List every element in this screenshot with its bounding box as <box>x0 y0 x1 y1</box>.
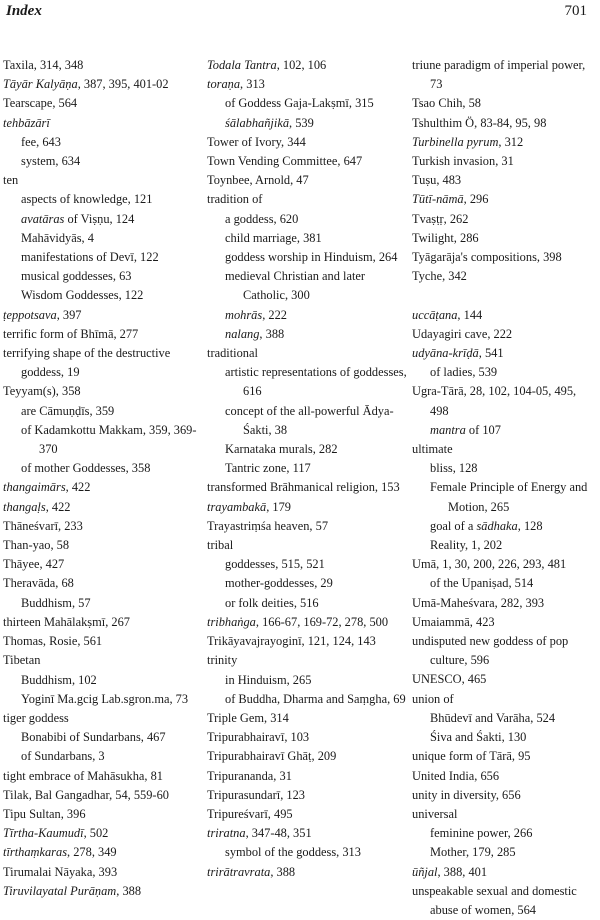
index-entry: Than-yao, 58 <box>3 538 70 553</box>
index-subentry: child marriage, 381 <box>225 230 322 245</box>
index-entry: thangaimārs, 422 <box>3 480 91 495</box>
index-entry: trinity <box>207 653 238 668</box>
index-entry: Thāyee, 427 <box>3 557 65 572</box>
index-entry: tīrthaṃkaras, 278, 349 <box>3 845 117 860</box>
index-entry: triratna, 347-48, 351 <box>207 826 312 841</box>
index-subentry: Bonabibi of Sundarbans, 467 <box>21 730 166 745</box>
index-entry: Tiruvilayatal Purāṇam, 388 <box>3 883 142 898</box>
index-subentry: Mahāvidyās, 4 <box>21 230 94 245</box>
index-entry: Town Vending Committee, 647 <box>207 154 363 169</box>
index-subentry: Reality, 1, 202 <box>430 538 503 553</box>
index-entry: Tripurabhairavī, 103 <box>207 730 310 745</box>
index-entry: Tvaṣṭṛ, 262 <box>412 211 469 226</box>
index-subentry: of Goddess Gaja-Lakṣmī, 315 <box>225 96 374 111</box>
index-subentry: aspects of knowledge, 121 <box>21 192 153 207</box>
index-entry: Tilak, Bal Gangadhar, 54, 559-60 <box>3 787 169 802</box>
index-entry: Trayastriṃśa heaven, 57 <box>207 518 329 533</box>
index-entry: tribhaṅga, 166-67, 169-72, 278, 500 <box>207 614 389 629</box>
index-entry: unique form of Tārā, 95 <box>412 749 531 764</box>
index-entry: trayambakā, 179 <box>207 499 291 514</box>
letter-section-gap <box>412 286 596 305</box>
index-subentry: Bhūdevī and Varāha, 524 <box>430 710 556 725</box>
index-subentry: śālabhañjikā, 539 <box>225 115 314 130</box>
index-entry: Tripurananda, 31 <box>207 768 292 783</box>
index-entry: Thomas, Rosie, 561 <box>3 634 103 649</box>
index-subentry: or folk deities, 516 <box>225 595 319 610</box>
index-subentry: of Buddha, Dharma and Saṃgha, 69 <box>225 691 406 706</box>
index-subentry: Śiva and Śakti, 130 <box>430 730 527 745</box>
index-entry: terrifying shape of the destructive goddess, 19 <box>3 346 171 380</box>
index-entry: universal <box>412 806 458 821</box>
index-entry: Trikāyavajrayoginī, 121, 124, 143 <box>207 634 376 649</box>
index-entry: tiger goddess <box>3 710 69 725</box>
index-entry: tehbāzārī <box>3 115 50 130</box>
index-entry: terrific form of Bhīmā, 277 <box>3 326 139 341</box>
index-entry: ṭeppotsava, 397 <box>3 307 82 322</box>
index-subentry: mother-goddesses, 29 <box>225 576 333 591</box>
index-entry: triune paradigm of imperial power, 73 <box>412 58 586 92</box>
index-entry: Umaiammā, 423 <box>412 614 495 629</box>
index-entry: ten <box>3 173 19 188</box>
index-entry: Teyyam(s), 358 <box>3 384 81 399</box>
index-entry: uccāṭana, 144 <box>412 307 483 322</box>
index-subentry: of ladies, 539 <box>430 365 498 380</box>
index-subentry: mohrās, 222 <box>225 307 287 322</box>
index-entry: union of <box>412 691 454 706</box>
index-subentry: goal of a sādhaka, 128 <box>430 518 543 533</box>
index-entry: Turkish invasion, 31 <box>412 154 514 169</box>
index-entry: Tāyār Kalyāṇa, 387, 395, 401-02 <box>3 77 169 92</box>
index-subentry: of the Upaniṣad, 514 <box>430 576 534 591</box>
index-entry: thirteen Mahālakṣmī, 267 <box>3 614 130 629</box>
index-subentry: bliss, 128 <box>430 461 478 476</box>
index-subentry: in Hinduism, 265 <box>225 672 312 687</box>
index-subentry: Female Principle of Energy and Motion, 265 <box>430 480 588 514</box>
index-entry: Tūtī-nāmā, 296 <box>412 192 489 207</box>
index-subentry: medieval Christian and later Catholic, 300 <box>225 269 366 303</box>
index-entry: Turbinella pyrum, 312 <box>412 134 524 149</box>
index-subentry: feminine power, 266 <box>430 826 533 841</box>
index-subentry: fee, 643 <box>21 134 61 149</box>
index-entry: Taxila, 314, 348 <box>3 58 84 72</box>
index-subentry: symbol of the goddess, 313 <box>225 845 361 860</box>
index-entry: Umā, 1, 30, 200, 226, 293, 481 <box>412 557 567 572</box>
index-entry: Tearscape, 564 <box>3 96 78 111</box>
index-subentry: musical goddesses, 63 <box>21 269 132 284</box>
index-entry: Umā-Maheśvara, 282, 393 <box>412 595 545 610</box>
index-subentry: Mother, 179, 285 <box>430 845 516 860</box>
index-subentry: Karnataka murals, 282 <box>225 442 338 457</box>
index-entry: Ugra-Tārā, 28, 102, 104-05, 495, 498 <box>412 384 577 418</box>
index-entry: unspeakable sexual and domestic abuse of women, 564 <box>412 883 577 917</box>
index-entry: Triple Gem, 314 <box>207 710 289 725</box>
index-entry: Tyche, 342 <box>412 269 467 284</box>
index-entry: ultimate <box>412 442 453 457</box>
index-entry: Todala Tantra, 102, 106 <box>207 58 327 72</box>
index-entry: tribal <box>207 538 234 553</box>
index-subentry: manifestations of Devī, 122 <box>21 250 159 265</box>
index-entry: Tower of Ivory, 344 <box>207 134 306 149</box>
index-entry: Tyāgarāja's compositions, 398 <box>412 250 562 265</box>
index-entry: unity in diversity, 656 <box>412 787 521 802</box>
index-subentry: of mother Goddesses, 358 <box>21 461 151 476</box>
index-subentry: mantra of 107 <box>430 422 501 437</box>
index-entry: undisputed new goddess of pop culture, 596 <box>412 634 569 668</box>
index-subentry: of Kadamkottu Makkam, 359, 369-370 <box>21 422 197 457</box>
index-entry: Tipu Sultan, 396 <box>3 806 86 821</box>
index-subentry: system, 634 <box>21 154 81 169</box>
index-entry: Tripurasundarī, 123 <box>207 787 305 802</box>
index-subentry: artistic representations of goddesses, 616 <box>225 365 407 399</box>
index-entry: transformed Brāhmanical religion, 153 <box>207 480 400 495</box>
index-entry: Tsao Chih, 58 <box>412 96 482 111</box>
index-entry: Tirumalai Nāyaka, 393 <box>3 864 118 879</box>
page-number: 701 <box>564 3 587 19</box>
index-subentry: Buddhism, 57 <box>21 595 91 610</box>
index-subentry: of Sundarbans, 3 <box>21 749 105 764</box>
running-header-title: Index <box>6 3 42 19</box>
index-subentry: are Cāmuṇḍīs, 359 <box>21 403 115 418</box>
index-subentry: nalang, 388 <box>225 326 285 341</box>
index-subentry: goddess worship in Hinduism, 264 <box>225 250 398 265</box>
index-entry: tradition of <box>207 192 263 207</box>
index-entry: Twilight, 286 <box>412 230 479 245</box>
index-column-1 <box>3 56 201 901</box>
index-entry: Tripurabhairavī Ghāṭ, 209 <box>207 749 337 764</box>
index-entry: Tshulthim Ö, 83-84, 95, 98 <box>412 115 547 130</box>
index-subentry: concept of the all-powerful Ādya-Śakti, 38 <box>225 403 394 437</box>
index-entry: thangaḷs, 422 <box>3 499 71 514</box>
index-entry: Tibetan <box>3 653 41 668</box>
index-entry: Tīrtha-Kaumudī, 502 <box>3 826 109 841</box>
index-subentry: Buddhism, 102 <box>21 672 97 687</box>
index-subentry: Yoginī Ma.gcig Lab.sgron.ma, 73 <box>21 691 189 706</box>
index-entry: Tuṣu, 483 <box>412 173 462 188</box>
index-entry: Tripureśvarī, 495 <box>207 806 293 821</box>
index-entry: ūñjal, 388, 401 <box>412 864 488 879</box>
index-entry: Thāneśvarī, 233 <box>3 518 83 533</box>
index-entry: udyāna-krīḍā, 541 <box>412 346 504 361</box>
index-column-3 <box>412 56 596 920</box>
index-subentry: avatāras of Viṣṇu, 124 <box>21 211 135 226</box>
index-entry: UNESCO, 465 <box>412 672 487 687</box>
index-entry: Udayagiri cave, 222 <box>412 326 513 341</box>
index-subentry: Wisdom Goddesses, 122 <box>21 288 144 303</box>
index-subentry: Tantric zone, 117 <box>225 461 311 476</box>
index-subentry: a goddess, 620 <box>225 211 299 226</box>
index-entry: trirātravrata, 388 <box>207 864 296 879</box>
index-entry: United India, 656 <box>412 768 500 783</box>
index-subentry: goddesses, 515, 521 <box>225 557 325 572</box>
index-entry: Toynbee, Arnold, 47 <box>207 173 309 188</box>
index-entry: toraṇa, 313 <box>207 77 265 92</box>
index-column-2 <box>207 56 407 882</box>
index-entry: Theravāda, 68 <box>3 576 74 591</box>
index-entry: traditional <box>207 346 258 361</box>
index-entry: tight embrace of Mahāsukha, 81 <box>3 768 163 783</box>
